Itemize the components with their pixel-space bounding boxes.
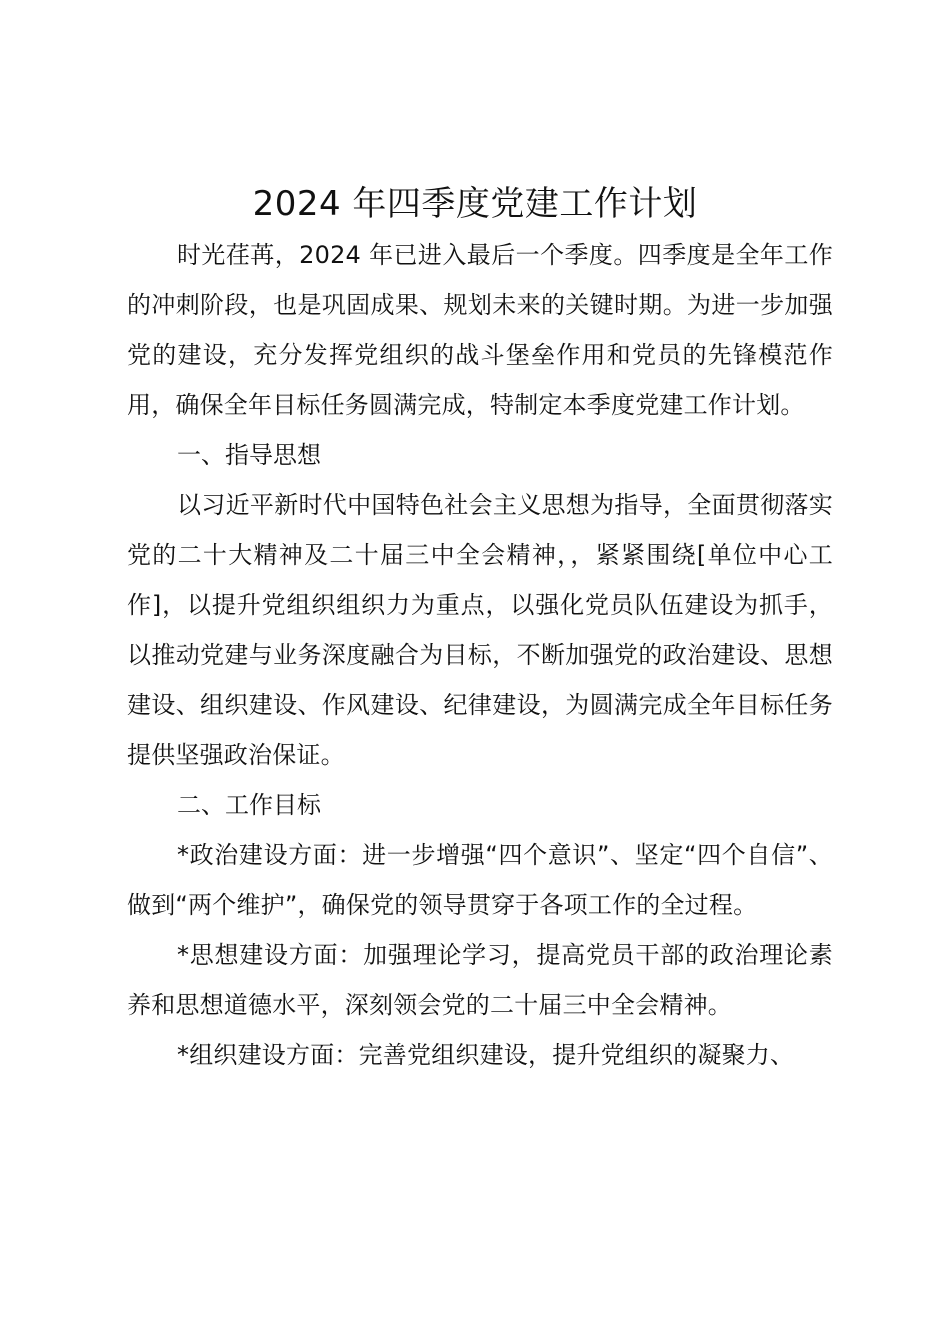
goal-ideological-paragraph: *思想建设方面：加强理论学习，提高党员干部的政治理论素养和思想道德水平，深刻领会党的二十届三中全会精神。 [127,941,833,1019]
goal-organizational-paragraph: *组织建设方面：完善党组织建设，提升党组织的凝聚力、 [177,1041,795,1069]
goal-political-paragraph: *政治建设方面：进一步增强“四个意识”、坚定“四个自信”、做到“两个维护”，确保党的领导贯穿于各项工作的全过程。 [127,841,833,919]
section-heading-work-goals: 二、工作目标 [177,791,321,819]
document-title: 2024 年四季度党建工作计划 [252,184,698,224]
document-body [127,230,833,1080]
guiding-ideology-paragraph: 以习近平新时代中国特色社会主义思想为指导，全面贯彻落实党的二十大精神及二十届三中全会精神，，紧紧围绕[单位中心工作]，以提升党组织组织力为重点，以强化党员队伍建设为抓手，以推动党建与业务深度融合为目标，不断加强党的政治建设、思想建设、组织建设、作风建设、纪律建设，为圆满完成全年目标任务提供坚强政治保证。 [127,491,833,769]
intro-paragraph: 时光荏苒，2024 年已进入最后一个季度。四季度是全年工作的冲刺阶段，也是巩固成果、规划未来的关键时期。为进一步加强党的建设，充分发挥党组织的战斗堡垒作用和党员的先锋模范作用，确保全年目标任务圆满完成，特制定本季度党建工作计划。 [127,241,833,419]
section-heading-guiding-ideology: 一、指导思想 [177,441,321,469]
